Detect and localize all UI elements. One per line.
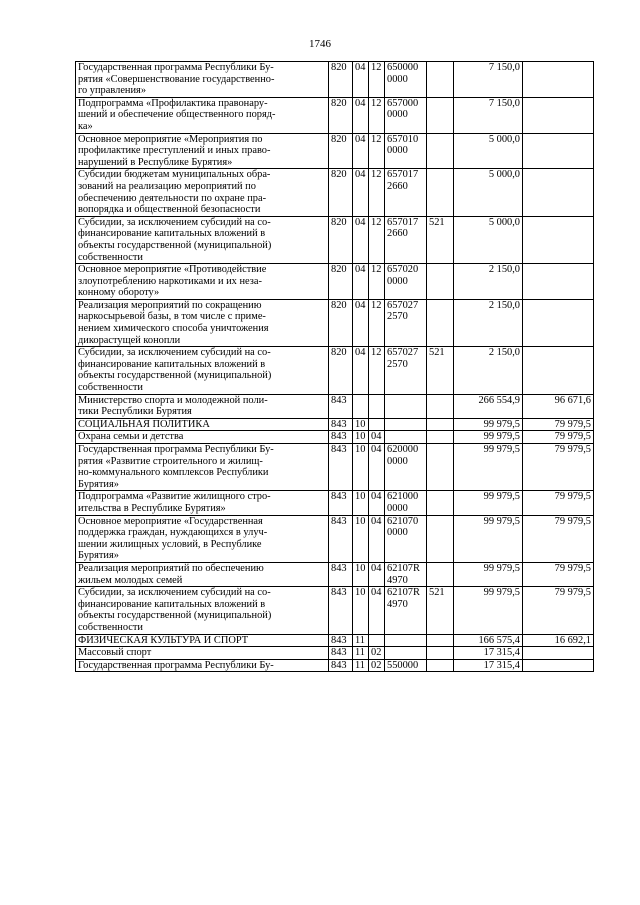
table-row [76,587,594,634]
row-gr-code: 843 [329,491,353,515]
table-row [76,431,594,444]
row-rz-code: 11 [353,659,369,672]
row-sum-2: 79 979,5 [523,515,594,562]
row-pr-code: 02 [369,659,385,672]
row-rz-code: 10 [353,444,369,491]
row-sum-1: 166 575,4 [454,634,523,647]
row-gr-code: 820 [329,62,353,98]
row-gr-code: 843 [329,634,353,647]
row-name: ФИЗИЧЕСКАЯ КУЛЬТУРА И СПОРТ [76,634,329,647]
row-vr-code [427,562,454,586]
row-gr-code: 843 [329,659,353,672]
row-sum-1: 99 979,5 [454,562,523,586]
row-sum-1: 266 554,9 [454,394,523,418]
row-csr-code [385,431,427,444]
row-pr-code: 12 [369,133,385,169]
row-pr-code: 04 [369,444,385,491]
table-row [76,97,594,133]
table-row [76,62,594,98]
row-vr-code [427,264,454,300]
row-rz-code: 04 [353,299,369,346]
row-sum-2: 79 979,5 [523,587,594,634]
row-rz-code: 04 [353,347,369,394]
table-row [76,444,594,491]
row-pr-code [369,394,385,418]
row-pr-code: 12 [369,62,385,98]
row-vr-code [427,659,454,672]
row-sum-2 [523,169,594,216]
row-gr-code: 820 [329,169,353,216]
row-name: Субсидии, за исключением субсидий на со- финансирование капитальных вложений в объекты государственной (муниципальной) собственности [76,347,329,394]
page-number: 1746 [309,38,331,50]
row-vr-code [427,491,454,515]
table-row [76,491,594,515]
row-sum-2 [523,133,594,169]
row-pr-code: 04 [369,562,385,586]
row-sum-2: 79 979,5 [523,491,594,515]
row-sum-2 [523,264,594,300]
row-gr-code: 820 [329,216,353,263]
row-sum-2 [523,347,594,394]
row-csr-code [385,394,427,418]
row-sum-1: 2 150,0 [454,347,523,394]
row-pr-code [369,634,385,647]
row-sum-1: 99 979,5 [454,418,523,431]
table-row [76,394,594,418]
row-rz-code: 10 [353,562,369,586]
row-vr-code [427,444,454,491]
row-sum-2 [523,62,594,98]
row-name: Основное мероприятие «Мероприятия по профилактике преступлений и иных право- нарушений в Республике Бурятия» [76,133,329,169]
row-vr-code [427,515,454,562]
row-csr-code: 620000 0000 [385,444,427,491]
row-pr-code: 04 [369,515,385,562]
row-gr-code: 843 [329,587,353,634]
row-rz-code: 10 [353,587,369,634]
row-sum-2: 96 671,6 [523,394,594,418]
row-pr-code: 12 [369,347,385,394]
row-sum-1: 7 150,0 [454,62,523,98]
row-vr-code [427,133,454,169]
row-gr-code: 843 [329,431,353,444]
budget-table [75,61,594,672]
row-gr-code: 820 [329,264,353,300]
row-vr-code [427,647,454,660]
row-gr-code: 820 [329,133,353,169]
row-vr-code [427,418,454,431]
row-gr-code: 820 [329,299,353,346]
row-vr-code [427,431,454,444]
row-vr-code: 521 [427,347,454,394]
row-gr-code: 843 [329,647,353,660]
row-name: Основное мероприятие «Государственная поддержка граждан, нуждающихся в улуч- шении жилищных условий, в Республике Бурятия» [76,515,329,562]
row-rz-code: 10 [353,491,369,515]
row-rz-code: 10 [353,431,369,444]
row-sum-1: 99 979,5 [454,491,523,515]
row-name: СОЦИАЛЬНАЯ ПОЛИТИКА [76,418,329,431]
row-csr-code: 657010 0000 [385,133,427,169]
row-sum-2: 16 692,1 [523,634,594,647]
row-vr-code: 521 [427,216,454,263]
row-sum-2: 79 979,5 [523,444,594,491]
row-rz-code: 04 [353,62,369,98]
row-name: Государственная программа Республики Бу- [76,659,329,672]
row-gr-code: 843 [329,394,353,418]
row-name: Массовый спорт [76,647,329,660]
row-vr-code [427,169,454,216]
row-pr-code: 12 [369,216,385,263]
table-row [76,216,594,263]
row-csr-code: 657020 0000 [385,264,427,300]
row-pr-code: 12 [369,97,385,133]
row-sum-1: 99 979,5 [454,587,523,634]
row-csr-code [385,634,427,647]
row-pr-code: 12 [369,299,385,346]
row-rz-code: 04 [353,133,369,169]
row-csr-code: 657017 2660 [385,216,427,263]
row-sum-1: 7 150,0 [454,97,523,133]
row-gr-code: 843 [329,418,353,431]
row-pr-code: 04 [369,491,385,515]
row-vr-code: 521 [427,587,454,634]
row-csr-code [385,647,427,660]
row-sum-2: 79 979,5 [523,562,594,586]
row-vr-code [427,62,454,98]
row-sum-2 [523,216,594,263]
row-gr-code: 820 [329,97,353,133]
row-sum-1: 17 315,4 [454,659,523,672]
row-sum-1: 5 000,0 [454,216,523,263]
row-vr-code [427,97,454,133]
table-row [76,299,594,346]
row-sum-1: 5 000,0 [454,169,523,216]
table-row [76,562,594,586]
row-name: Субсидии, за исключением субсидий на со- финансирование капитальных вложений в объекты государственной (муниципальной) собственности [76,587,329,634]
row-csr-code: 657017 2660 [385,169,427,216]
row-rz-code: 10 [353,515,369,562]
row-pr-code: 02 [369,647,385,660]
row-gr-code: 843 [329,515,353,562]
table-row [76,418,594,431]
row-pr-code: 12 [369,169,385,216]
row-csr-code: 657000 0000 [385,97,427,133]
row-name: Государственная программа Республики Бу- рятия «Развитие строительного и жилищ- но-коммунального комплексов Республики Бурятия» [76,444,329,491]
row-sum-1: 5 000,0 [454,133,523,169]
row-csr-code: 621070 0000 [385,515,427,562]
table-row [76,347,594,394]
row-csr-code: 621000 0000 [385,491,427,515]
row-csr-code [385,418,427,431]
row-rz-code: 04 [353,97,369,133]
row-csr-code: 62107R 4970 [385,587,427,634]
row-name: Реализация мероприятий по сокращению наркосырьевой базы, в том числе с приме- нением химического способа уничтожения дикорастущей конопли [76,299,329,346]
table-body [76,62,594,672]
row-sum-1: 99 979,5 [454,444,523,491]
row-name: Основное мероприятие «Противодействие злоупотреблению наркотиками и их неза- конному обороту» [76,264,329,300]
row-sum-1: 2 150,0 [454,264,523,300]
row-sum-2 [523,97,594,133]
row-vr-code [427,634,454,647]
row-name: Субсидии бюджетам муниципальных обра- зований на реализацию мероприятий по обеспечению деятельности по охране пра- вопорядка и общественной безопасности [76,169,329,216]
row-name: Субсидии, за исключением субсидий на со- финансирование капитальных вложений в объекты государственной (муниципальной) собственности [76,216,329,263]
row-name: Министерство спорта и молодежной поли- тики Республики Бурятия [76,394,329,418]
row-gr-code: 820 [329,347,353,394]
row-pr-code: 04 [369,431,385,444]
table-row [76,264,594,300]
row-sum-1: 2 150,0 [454,299,523,346]
row-sum-1: 99 979,5 [454,515,523,562]
row-name: Реализация мероприятий по обеспечению жильем молодых семей [76,562,329,586]
row-sum-2: 79 979,5 [523,431,594,444]
row-csr-code: 657027 2570 [385,299,427,346]
row-name: Подпрограмма «Развитие жилищного стро- ительства в Республике Бурятия» [76,491,329,515]
row-rz-code [353,394,369,418]
row-sum-2 [523,659,594,672]
row-rz-code: 04 [353,216,369,263]
row-name: Охрана семьи и детства [76,431,329,444]
row-rz-code: 11 [353,634,369,647]
row-sum-2 [523,647,594,660]
row-csr-code: 62107R 4970 [385,562,427,586]
row-rz-code: 10 [353,418,369,431]
row-rz-code: 04 [353,169,369,216]
row-csr-code: 657027 2570 [385,347,427,394]
table-row [76,515,594,562]
row-rz-code: 04 [353,264,369,300]
row-name: Государственная программа Республики Бу- рятия «Совершенствование государственно- го управления» [76,62,329,98]
row-rz-code: 11 [353,647,369,660]
row-gr-code: 843 [329,444,353,491]
row-vr-code [427,394,454,418]
table-row [76,634,594,647]
row-sum-2 [523,299,594,346]
row-sum-2: 79 979,5 [523,418,594,431]
row-gr-code: 843 [329,562,353,586]
row-csr-code: 550000 [385,659,427,672]
row-csr-code: 650000 0000 [385,62,427,98]
table-row [76,659,594,672]
row-pr-code: 04 [369,587,385,634]
row-sum-1: 17 315,4 [454,647,523,660]
row-pr-code: 12 [369,264,385,300]
table-row [76,133,594,169]
table-row [76,169,594,216]
table-row [76,647,594,660]
row-sum-1: 99 979,5 [454,431,523,444]
row-pr-code [369,418,385,431]
row-vr-code [427,299,454,346]
row-name: Подпрограмма «Профилактика правонару- шений и обеспечение общественного поряд- ка» [76,97,329,133]
